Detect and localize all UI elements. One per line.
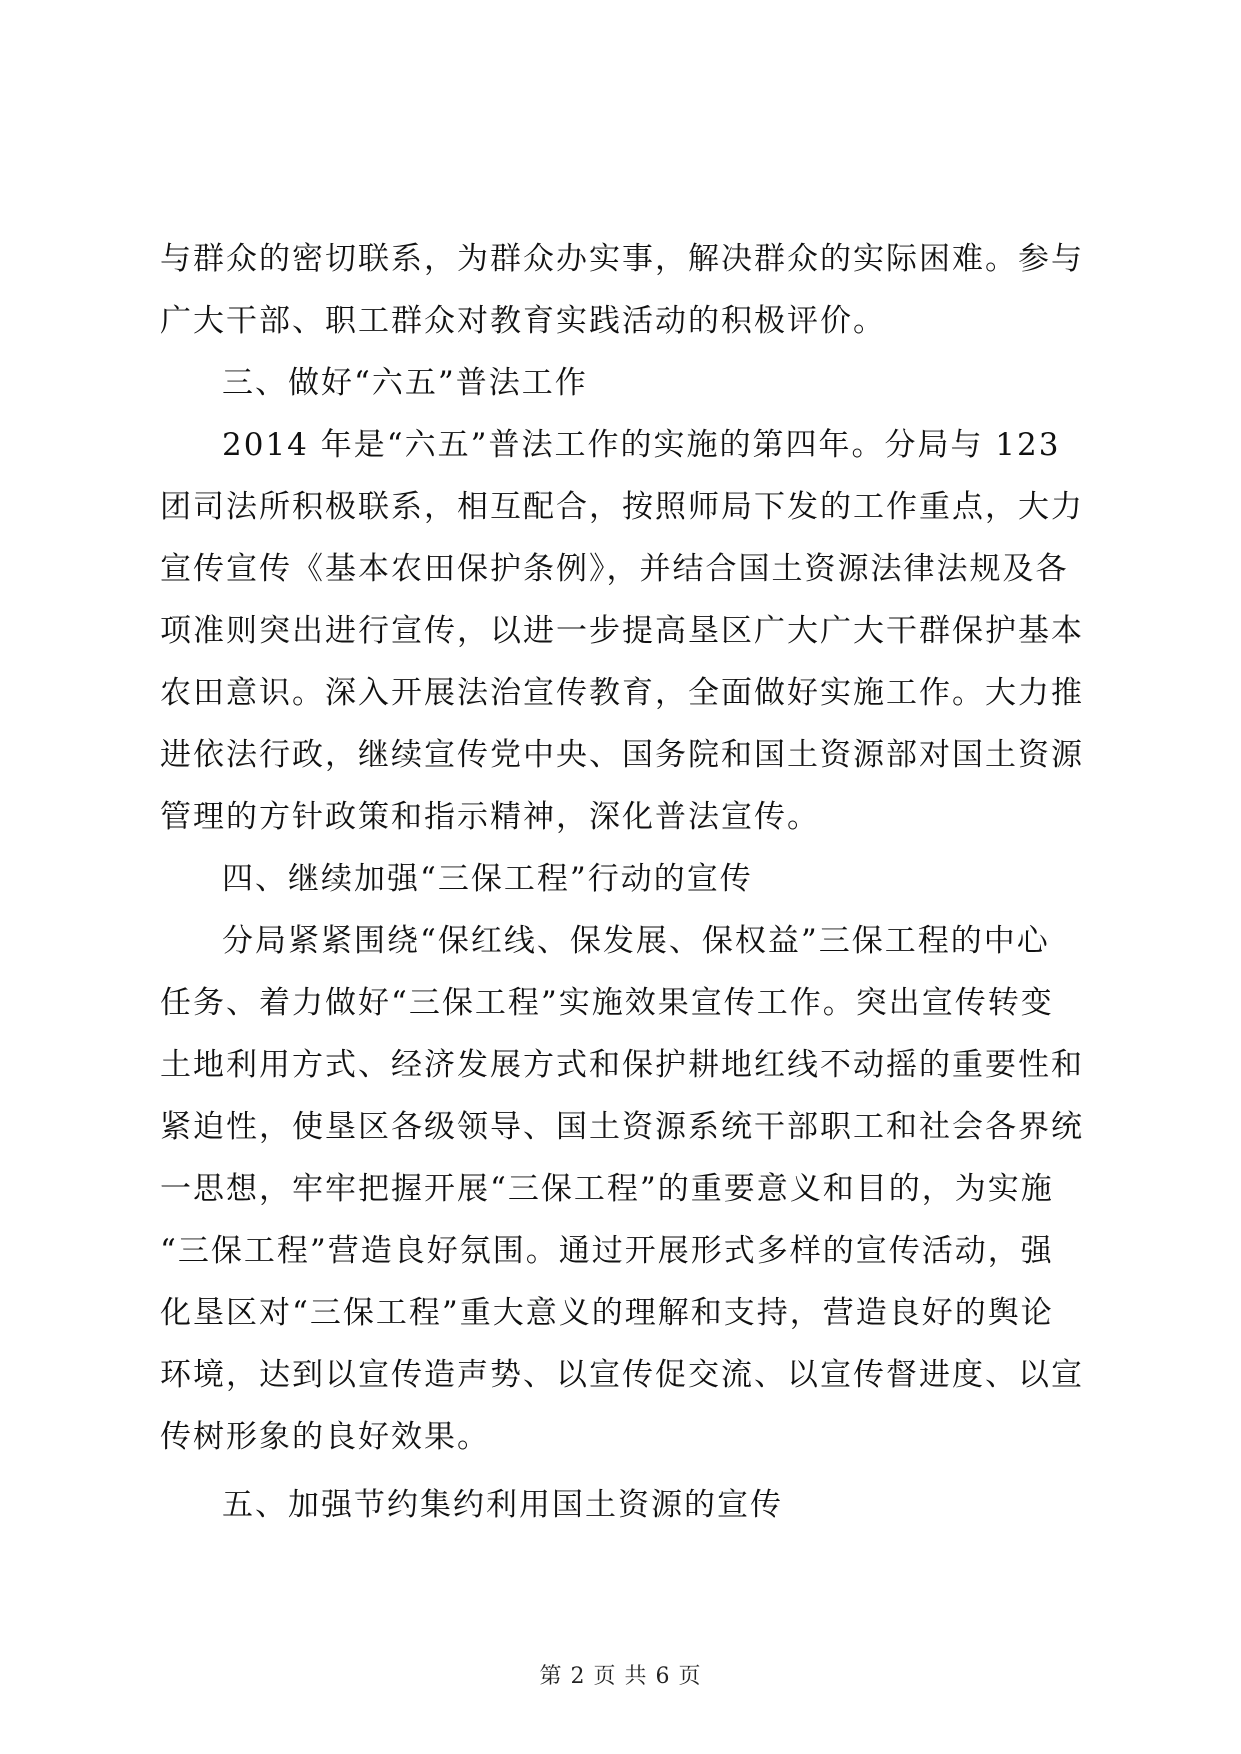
paragraph-line: 项准则突出进行宣传，以进一步提高垦区广大广大干群保护基本 bbox=[160, 613, 1084, 649]
paragraph-line: 分局紧紧围绕“保红线、保发展、保权益”三保工程的中心 bbox=[222, 923, 1050, 959]
paragraph-line: 一思想，牢牢把握开展“三保工程”的重要意义和目的，为实施 bbox=[160, 1171, 1054, 1207]
paragraph-line: 土地利用方式、经济发展方式和保护耕地红线不动摇的重要性和 bbox=[160, 1047, 1084, 1083]
paragraph-line: 宣传宣传《基本农田保护条例》，并结合国土资源法律法规及各 bbox=[160, 551, 1069, 587]
paragraph-line: 紧迫性，使垦区各级领导、国土资源系统干部职工和社会各界统 bbox=[160, 1109, 1084, 1145]
document-body bbox=[160, 228, 1084, 1536]
page-footer: 第 2 页 共 6 页 bbox=[539, 1664, 702, 1689]
paragraph-line: 化垦区对“三保工程”重大意义的理解和支持，营造良好的舆论 bbox=[160, 1295, 1054, 1331]
paragraph-line: 广大干部、职工群众对教育实践活动的积极评价。 bbox=[160, 303, 886, 339]
paragraph-line: 团司法所积极联系，相互配合，按照师局下发的工作重点，大力 bbox=[160, 489, 1084, 525]
paragraph-line: “三保工程”营造良好氛围。通过开展形式多样的宣传活动，强 bbox=[160, 1233, 1054, 1269]
paragraph-line: 环境，达到以宣传造声势、以宣传促交流、以宣传督进度、以宣 bbox=[160, 1357, 1084, 1393]
paragraph-line: 任务、着力做好“三保工程”实施效果宣传工作。突出宣传转变 bbox=[160, 985, 1054, 1021]
paragraph-line: 农田意识。深入开展法治宣传教育，全面做好实施工作。大力推 bbox=[160, 675, 1084, 711]
section-heading: 五、加强节约集约利用国土资源的宣传 bbox=[222, 1487, 783, 1523]
paragraph-line: 传树形象的良好效果。 bbox=[160, 1419, 490, 1455]
paragraph-line: 管理的方针政策和指示精神，深化普法宣传。 bbox=[160, 799, 820, 835]
paragraph-line: 与群众的密切联系，为群众办实事，解决群众的实际困难。参与 bbox=[160, 241, 1084, 277]
section-heading: 三、做好“六五”普法工作 bbox=[222, 365, 588, 401]
paragraph-line: 进依法行政，继续宣传党中央、国务院和国土资源部对国土资源 bbox=[160, 737, 1084, 773]
section-heading: 四、继续加强“三保工程”行动的宣传 bbox=[222, 861, 753, 897]
paragraph-line: 2014 年是“六五”普法工作的实施的第四年。分局与 123 bbox=[222, 427, 1061, 463]
